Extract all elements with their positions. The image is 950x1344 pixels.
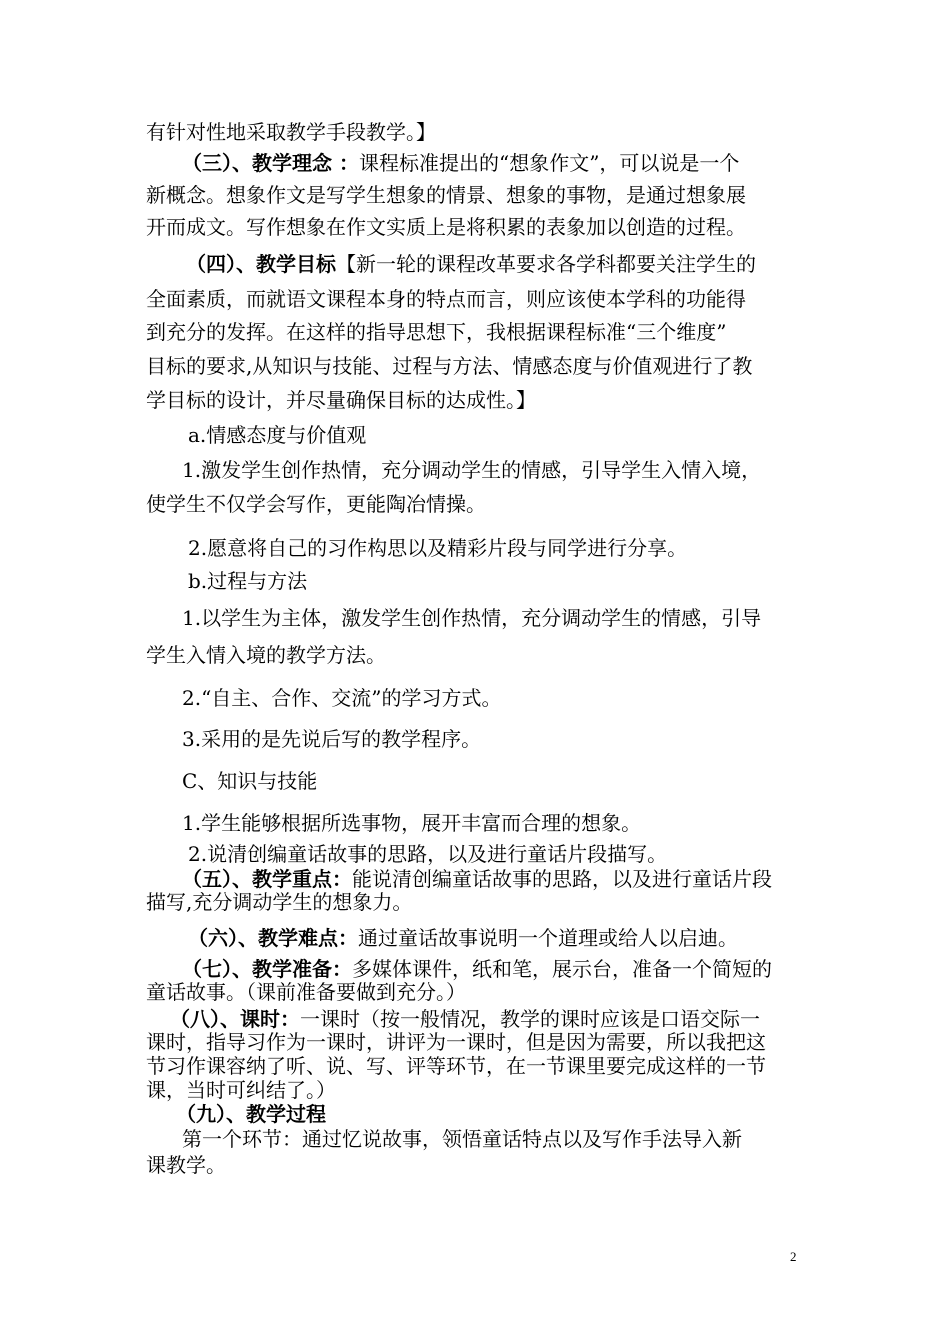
text-line: 1.激发学生创作热情，充分调动学生的情感，引导学生入情入境，: [182, 458, 762, 482]
section-line: （三）、教学理念 ：课程标准提出的“想象作文”，可以说是一个: [182, 151, 740, 175]
text-line: 节习作课容纳了听、说、写、评等环节，在一节课里要完成这样的一节: [146, 1054, 766, 1078]
text-line: 课，当时可纠结了。）: [146, 1078, 336, 1102]
section-heading: （八）、课时：: [170, 1007, 300, 1031]
section-line: （八）、课时：一课时（按一般情况，教学的课时应该是口语交际一: [170, 1007, 760, 1031]
section-heading: （四）、教学目标: [186, 252, 336, 276]
section-line: （四）、教学目标【新一轮的课程改革要求各学科都要关注学生的: [186, 252, 756, 276]
text-line: 2.“自主、合作、交流”的学习方式。: [182, 686, 502, 710]
section-line: （七）、教学准备：多媒体课件，纸和笔，展示台，准备一个简短的: [182, 957, 772, 981]
section-heading: （九）、教学过程: [176, 1102, 326, 1126]
text-line: 1.学生能够根据所选事物，展开丰富而合理的想象。: [182, 811, 642, 835]
page-number: 2: [790, 1249, 797, 1264]
subsection-label: a.情感态度与价值观: [188, 423, 367, 447]
section-heading: （六）、教学难点：: [188, 926, 358, 950]
text-line: 使学生不仅学会写作，更能陶冶情操。: [146, 492, 486, 516]
text-line: 有针对性地采取教学手段教学。】: [146, 120, 436, 144]
text-line: 2.愿意将自己的习作构思以及精彩片段与同学进行分享。: [188, 536, 688, 560]
section-heading: （五）、教学重点：: [182, 867, 352, 891]
text-line: 学目标的设计，并尽量确保目标的达成性。】: [146, 388, 536, 412]
text-line: 童话故事。（课前准备要做到充分。）: [146, 980, 466, 1004]
text-line: 2.说清创编童话故事的思路，以及进行童话片段描写。: [188, 842, 668, 866]
section-line: （六）、教学难点：通过童话故事说明一个道理或给人以启迪。: [188, 926, 738, 950]
subsection-label: b.过程与方法: [188, 569, 308, 593]
text-line: 1.以学生为主体，激发学生创作热情，充分调动学生的情感，引导: [182, 606, 762, 630]
subsection-label: C、知识与技能: [182, 769, 318, 793]
section-heading: （七）、教学准备：: [182, 957, 352, 981]
text-line: 3.采用的是先说后写的教学程序。: [182, 727, 482, 751]
text-line: 学生入情入境的教学方法。: [146, 643, 386, 667]
section-heading: （三）、教学理念 ：: [182, 151, 359, 175]
text-line: 课时，指导习作为一课时，讲评为一课时，但是因为需要，所以我把这: [146, 1030, 766, 1054]
text-line: 课教学。: [146, 1153, 226, 1177]
text-line: 第一个环节：通过忆说故事，领悟童话特点以及写作手法导入新: [182, 1127, 742, 1151]
text-line: 目标的要求,从知识与技能、过程与方法、情感态度与价值观进行了教: [146, 354, 753, 378]
text-line: 到充分的发挥。在这样的指导思想下，我根据课程标准“三个维度”: [146, 320, 727, 344]
text-line: 新概念。想象作文是写学生想象的情景、想象的事物，是通过想象展: [146, 183, 746, 207]
text-line: 全面素质，而就语文课程本身的特点而言，则应该使本学科的功能得: [146, 287, 746, 311]
text-line: 描写,充分调动学生的想象力。: [146, 890, 413, 914]
section-line: [176, 1101, 326, 1127]
section-line: （五）、教学重点：能说清创编童话故事的思路，以及进行童话片段: [182, 867, 772, 891]
text-line: 开而成文。写作想象在作文实质上是将积累的表象加以创造的过程。: [146, 215, 746, 239]
